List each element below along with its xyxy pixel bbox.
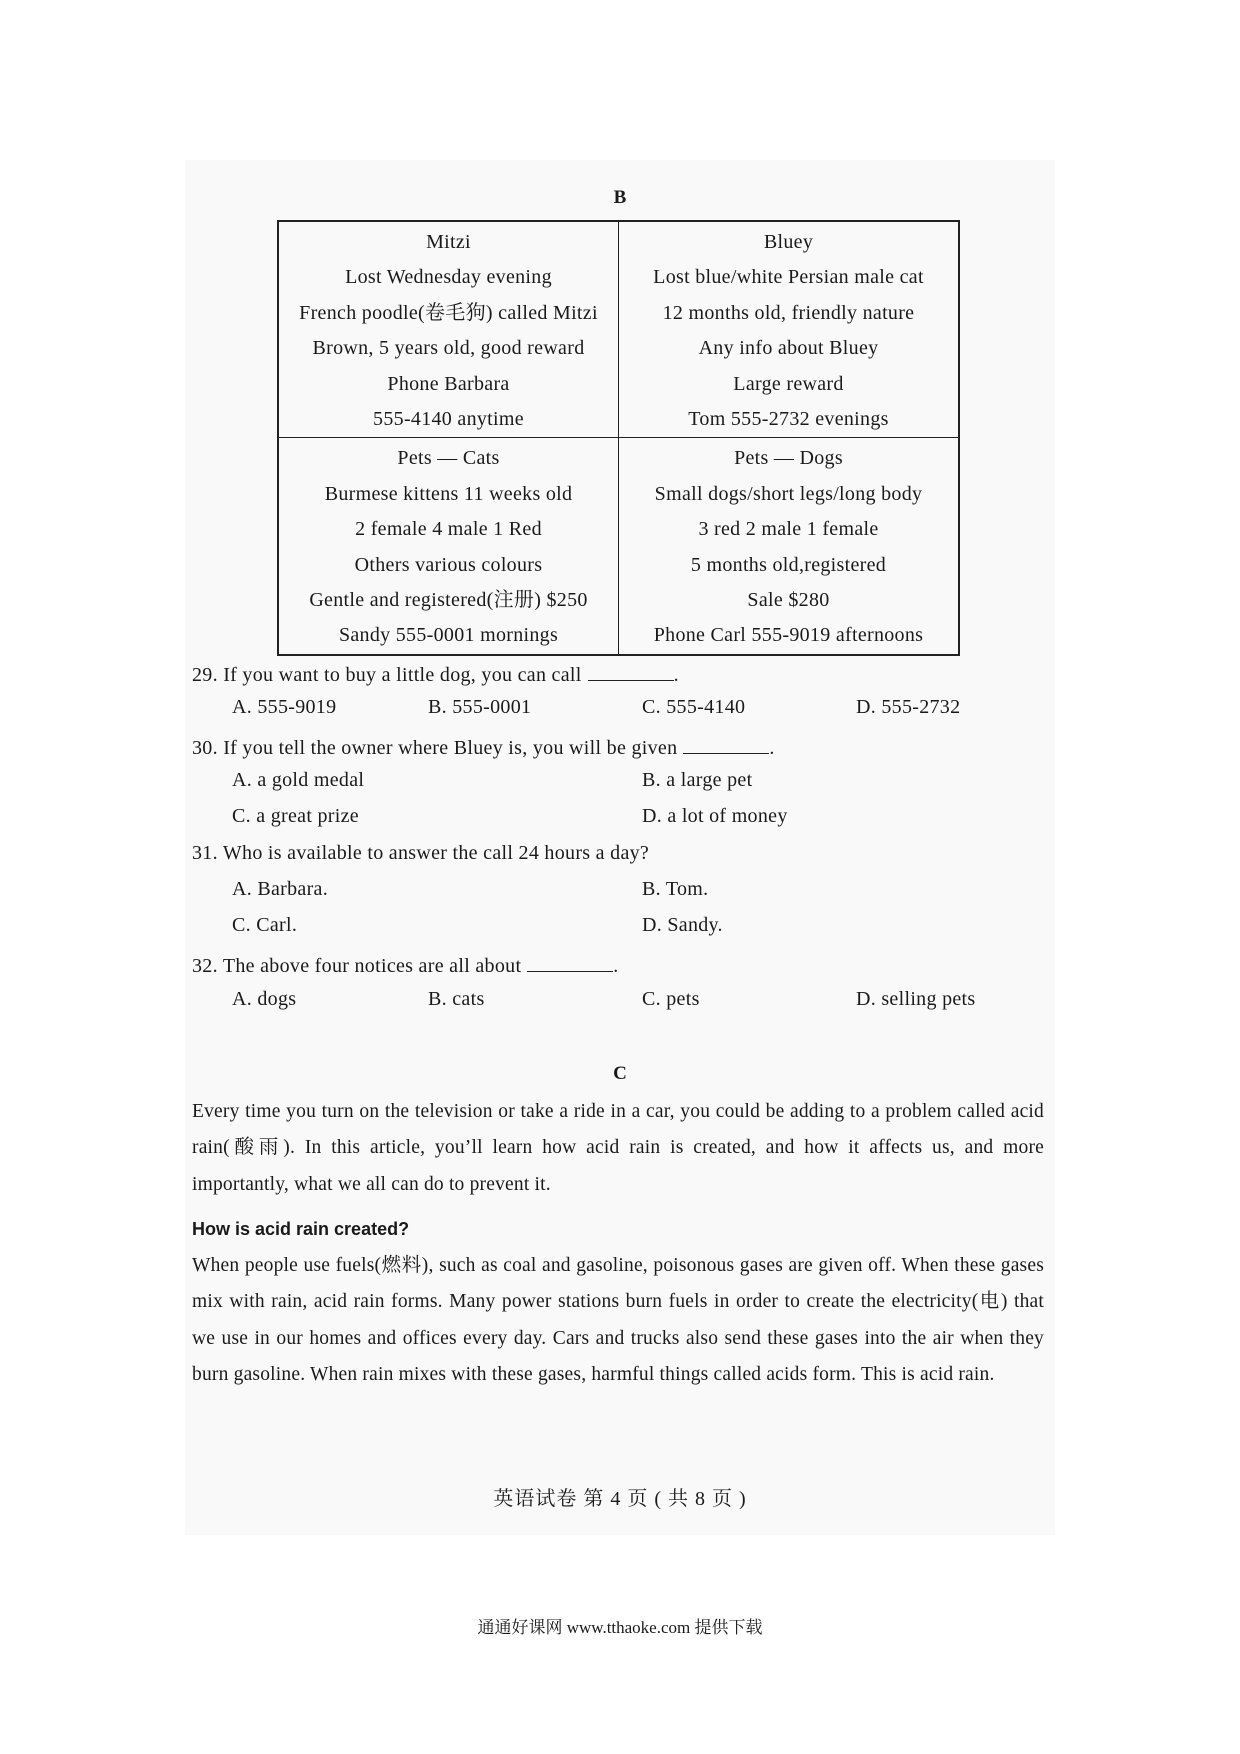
- section-c-subheading: How is acid rain created?: [192, 1219, 410, 1239]
- notice-line: Bluey: [763, 231, 814, 253]
- notice-line: Pets — Cats: [397, 447, 500, 470]
- notice-line: Pets — Dogs: [734, 447, 843, 470]
- question-stem: 31. Who is available to answer the call 24 hours a day?: [192, 842, 650, 864]
- section-c-body: When people use fuels(燃料), such as coal and gasoline, poisonous gases are given off. When these gases mix with rain, acid rain forms. Many power stations burn fuels in order to create the electricity(电) that we use in our homes and offices every day. Cars and trucks also send these gases into the air when they burn gasoline. When rain mixes with these gases, harmful things called acids form. This is acid rain.: [192, 1255, 1044, 1386]
- notice-pets-cats: [278, 438, 619, 655]
- option-32-d: D. selling pets: [856, 988, 976, 1010]
- question-29: [192, 660, 679, 687]
- option-30-d: D. a lot of money: [642, 805, 788, 827]
- notice-line: Sale $280: [747, 588, 830, 611]
- option-30-b: B. a large pet: [642, 769, 753, 791]
- notice-line: Mitzi: [426, 231, 471, 253]
- notice-line: Phone Barbara: [387, 372, 510, 395]
- option-29-d: D. 555-2732: [856, 696, 961, 718]
- notice-line: Small dogs/short legs/long body: [654, 482, 923, 505]
- option-32-b: B. cats: [428, 988, 485, 1010]
- download-site-footer: 通通好课网 www.tthaoke.com 提供下载: [477, 1618, 763, 1637]
- option-29-c: C. 555-4140: [642, 696, 746, 718]
- notice-line: Lost blue/white Persian male cat: [653, 266, 924, 289]
- notice-line: Phone Carl 555-9019 afternoons: [653, 624, 924, 647]
- notice-line: Sandy 555-0001 mornings: [338, 624, 559, 647]
- option-31-a: A. Barbara.: [232, 878, 329, 900]
- option-31-b: B. Tom.: [642, 878, 709, 900]
- notice-line: 5 months old,registered: [690, 553, 887, 576]
- option-31-d: D. Sandy.: [642, 914, 723, 936]
- notice-mitzi: [278, 221, 619, 438]
- option-29-a: A. 555-9019: [232, 696, 337, 718]
- notice-pets-dogs: [619, 438, 960, 655]
- answer-blank: [527, 951, 613, 972]
- question-32: [192, 951, 619, 978]
- answer-blank: [588, 660, 674, 681]
- notice-line: 2 female 4 male 1 Red: [355, 518, 542, 541]
- section-c-intro: Every time you turn on the television or take a ride in a car, you could be adding to a problem called acid rain(酸雨). In this article, you’ll learn how acid rain is created, and how it affects us, and more importantly, what we all can do to prevent it.: [192, 1101, 1044, 1195]
- question-stem: 29. If you want to buy a little dog, you can call: [192, 664, 582, 686]
- question-30: [192, 733, 775, 760]
- question-end: .: [613, 955, 619, 977]
- notice-line: 12 months old, friendly nature: [662, 301, 915, 324]
- option-32-c: C. pets: [642, 988, 700, 1010]
- notice-line: Brown, 5 years old, good reward: [312, 337, 585, 360]
- notice-line: Gentle and registered(注册) $250: [309, 588, 588, 611]
- question-end: .: [673, 664, 679, 686]
- answer-blank: [683, 733, 769, 754]
- notice-line: Burmese kittens 11 weeks old: [324, 482, 573, 505]
- notice-line: Others various colours: [354, 553, 543, 576]
- notice-line: Lost Wednesday evening: [345, 266, 552, 289]
- notice-line: Large reward: [733, 372, 844, 395]
- notice-line: Any info about Bluey: [698, 337, 879, 360]
- question-stem: 32. The above four notices are all about: [192, 955, 522, 977]
- option-31-c: C. Carl.: [232, 914, 298, 936]
- section-c-title: C: [613, 1063, 627, 1084]
- option-30-c: C. a great prize: [232, 805, 359, 827]
- option-32-a: A. dogs: [232, 988, 297, 1010]
- notice-line: French poodle(卷毛狗) called Mitzi: [299, 301, 598, 324]
- notices-table: [277, 220, 960, 656]
- question-end: .: [769, 737, 775, 759]
- question-31: [192, 842, 649, 865]
- section-b-title: B: [613, 187, 627, 208]
- question-stem: 30. If you tell the owner where Bluey is, you will be given: [192, 737, 678, 759]
- page-number-footer: 英语试卷 第 4 页 ( 共 8 页 ): [493, 1488, 747, 1510]
- notice-line: 555-4140 anytime: [373, 407, 524, 430]
- option-30-a: A. a gold medal: [232, 769, 365, 791]
- notice-line: Tom 555-2732 evenings: [688, 407, 889, 430]
- option-29-b: B. 555-0001: [428, 696, 532, 718]
- notice-bluey: [619, 221, 960, 438]
- notice-line: 3 red 2 male 1 female: [698, 518, 879, 541]
